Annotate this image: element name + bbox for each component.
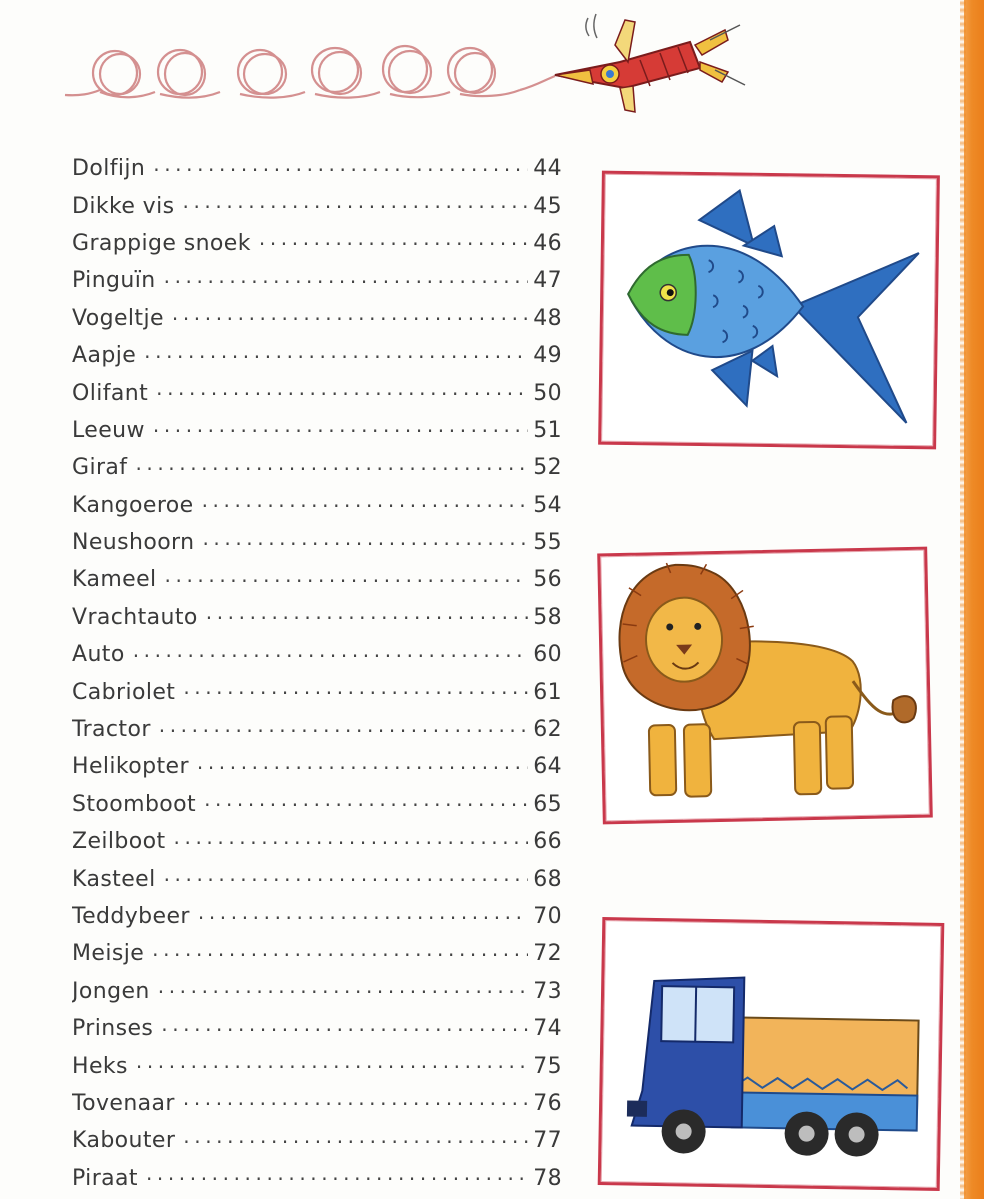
toc-dot-leader [135,457,528,479]
toc-entry-page-number: 58 [533,604,562,630]
toc-entry-title: Jongen [72,978,150,1004]
toc-dot-leader [164,270,528,292]
toc-entry [72,524,562,561]
toc-dot-leader [161,1018,528,1040]
toc-entry [72,1047,562,1084]
toc-dot-leader [259,232,528,254]
toc-dot-leader [182,195,528,217]
toc-entry-title: Zeilboot [72,829,166,855]
toc-entry-title: Dolfijn [72,156,146,182]
toc-entry [72,786,562,823]
toc-dot-leader [144,345,528,367]
toc-dot-leader [164,868,528,890]
toc-entry-title: Helikopter [72,754,189,780]
toc-dot-leader [136,1055,528,1077]
fish-illustration-frame [598,171,940,450]
toc-entry-page-number: 44 [533,156,562,182]
toc-entry [72,673,562,710]
toc-entry-page-number: 54 [533,492,562,518]
toc-entry [72,1160,562,1197]
toc-entry-page-number: 62 [533,717,562,743]
toc-dot-leader [197,756,528,778]
toc-entry-title: Kangoeroe [72,492,194,518]
truck-drawing-icon [601,920,942,1188]
toc-entry [72,561,562,598]
toc-entry-page-number: 55 [533,530,562,556]
toc-entry-page-number: 72 [533,941,562,967]
toc-entry-title: Stoomboot [72,791,197,817]
toc-entry-title: Olifant [72,380,149,406]
toc-dot-leader [174,831,528,853]
toc-entry-page-number: 68 [533,866,562,892]
toc-entry [72,748,562,785]
toc-dot-leader [183,681,528,703]
toc-entry-page-number: 45 [533,193,562,219]
toc-dot-leader [204,793,528,815]
toc-entry-title: Neushoorn [72,530,195,556]
toc-dot-leader [198,906,528,928]
toc-entry-title: Pinguïn [72,268,156,294]
toc-entry-title: Vogeltje [72,305,164,331]
toc-dot-leader [152,943,528,965]
toc-entry [72,1085,562,1122]
toc-entry [72,337,562,374]
toc-entry [72,599,562,636]
toc-entry [72,711,562,748]
toc-entry-title: Piraat [72,1165,138,1191]
toc-entry [72,487,562,524]
toc-entry-title: Grappige snoek [72,230,251,256]
rocket-icon [555,14,745,112]
toc-entry [72,150,562,187]
toc-entry [72,636,562,673]
toc-entry-page-number: 75 [533,1053,562,1079]
toc-entry [72,187,562,224]
toc-dot-leader [146,1167,528,1189]
toc-dot-leader [183,1130,528,1152]
toc-dot-leader [153,419,528,441]
toc-entry-page-number: 74 [533,1016,562,1042]
toc-entry [72,823,562,860]
toc-entry [72,412,562,449]
toc-entry-page-number: 46 [533,230,562,256]
toc-entry-page-number: 48 [533,305,562,331]
toc-entry [72,300,562,337]
toc-entry-page-number: 51 [533,417,562,443]
toc-entry-page-number: 76 [533,1090,562,1116]
toc-entry [72,1122,562,1159]
toc-entry-page-number: 56 [533,567,562,593]
lion-illustration-frame [597,547,933,825]
toc-entry-title: Cabriolet [72,679,176,705]
toc-entry [72,935,562,972]
toc-entry-title: Prinses [72,1016,154,1042]
toc-dot-leader [156,382,528,404]
toc-entry [72,374,562,411]
toc-entry-page-number: 70 [533,904,562,929]
truck-illustration-frame [598,917,945,1191]
toc-entry [72,860,562,897]
toc-dot-leader [133,644,528,666]
toc-entry [72,973,562,1010]
toc-entry-title: Kasteel [72,866,156,892]
toc-entry-page-number: 78 [533,1165,562,1191]
toc-entry-page-number: 77 [533,1128,562,1154]
toc-entry [72,449,562,486]
toc-entry-page-number: 61 [533,679,562,705]
toc-entry-title: Auto [72,642,125,668]
orange-page-edge [964,0,984,1199]
toc-entry-title: Tractor [72,717,151,743]
toc-entry-title: Kameel [72,567,157,593]
toc-entry-page-number: 47 [533,268,562,294]
toc-dot-leader [159,719,528,741]
toc-entry-title: Leeuw [72,417,145,443]
toc-dot-leader [172,307,528,329]
table-of-contents [72,150,562,1197]
toc-entry-page-number: 60 [533,642,562,668]
rocket-loop-decoration [60,0,780,130]
toc-dot-leader [165,569,528,591]
fish-drawing-icon [601,174,937,447]
toc-entry-title: Kabouter [72,1128,176,1154]
toc-dot-leader [202,532,528,554]
toc-entry-title: Tovenaar [72,1090,175,1116]
toc-entry-page-number: 66 [533,829,562,855]
toc-entry [72,1010,562,1047]
toc-entry-title: Vrachtauto [72,604,198,630]
toc-entry-page-number: 52 [533,455,562,481]
toc-entry-page-number: 64 [533,754,562,780]
toc-entry-page-number: 73 [533,978,562,1004]
toc-entry-title: Teddybeer [72,904,190,929]
toc-dot-leader [206,606,528,628]
toc-entry-title: Meisje [72,941,145,967]
toc-entry [72,262,562,299]
toc-entry [72,898,562,935]
toc-entry-title: Aapje [72,343,137,369]
toc-dot-leader [158,980,528,1002]
toc-entry-title: Heks [72,1053,128,1079]
toc-entry-title: Giraf [72,455,128,481]
toc-dot-leader [183,1092,528,1114]
toc-entry-title: Dikke vis [72,193,175,219]
toc-entry-page-number: 65 [533,791,562,817]
lion-drawing-icon [600,550,929,822]
toc-dot-leader [153,158,528,180]
toc-entry [72,225,562,262]
toc-entry-page-number: 50 [533,380,562,406]
toc-dot-leader [202,494,528,516]
toc-entry-page-number: 49 [533,343,562,369]
